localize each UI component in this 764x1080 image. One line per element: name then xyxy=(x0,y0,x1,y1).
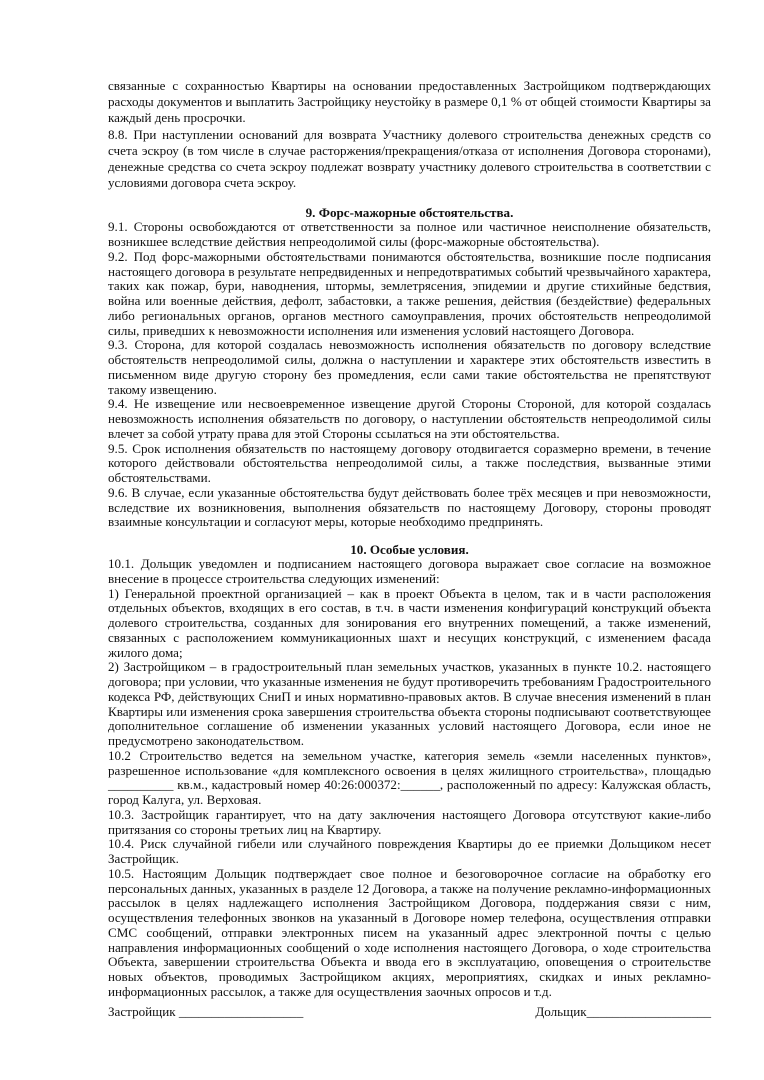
signature-block xyxy=(108,1004,711,1020)
section-9-title: 9. Форс-мажорные обстоятельства. xyxy=(305,205,514,221)
paragraph-9-4: 9.4. Не извещение или несвоевременное извещение другой Стороны Стороной, для которой создалась невозможность исполнения обязательств по договору, о наступлении обстоятельств непреодолимой силы влечет за собой утрату права для этой Стороны ссылаться на эти обстоятельства. xyxy=(108,396,711,441)
paragraph-8-7-end: связанные с сохранностью Квартиры на основании предоставленных Застройщиком подтверждающих расходы документов и выплатить Застройщику неустойку в размере 0,1 % от общей стоимости Квартиры за каждый день просрочки. xyxy=(108,78,711,126)
section-9 xyxy=(108,205,711,530)
paragraph-10-1-item-2: 2) Застройщиком – в градостроительный план земельных участков, указанных в пункте 10.2. настоящего договора; при условии, что указанные изменения не будут противоречить требованиям Градостроительного кодекса РФ, действующих СниП и иных нормативно-правовых актов. В случае внесения изменений в план Квартиры или изменения срока завершения строительства объекта стороны подписывают соответствующее дополнительное соглашение об изменении указанных условий настоящего Договора, если иное не предусмотрено законодательством. xyxy=(108,659,711,749)
paragraph-9-2: 9.2. Под форс-мажорными обстоятельствами понимаются обстоятельства, возникшие после подписания настоящего договора в результате непредвиденных и непредотвратимых событий чрезвычайного характера, таких как пожар, бури, наводнения, штормы, землетрясения, эпидемии и другие стихийные бедствия, война или военные действия, дефолт, забастовки, а также решения, действия (бездействие) федеральных либо региональных органов, органов местного самоуправления, прочих обстоятельств непреодолимой силы, приведших к невозможности исполнения или изменения условий настоящего Договора. xyxy=(108,248,712,338)
shareholder-signature-line: Дольщик___________________ xyxy=(535,1004,711,1019)
paragraph-9-6: 9.6. В случае, если указанные обстоятельства будут действовать более трёх месяцев и при невозможности, вследствие их возникновения, выполнения обязательств по настоящему Договору, стороны проводят взаимные консультации и согласуют меры, которые необходимо предпринять. xyxy=(108,484,711,530)
section-8-continuation xyxy=(108,78,711,191)
paragraph-10-1: 10.1. Дольщик уведомлен и подписанием настоящего договора выражает свое согласие на возможное внесение в процессе строительства следующих изменений: xyxy=(108,556,711,586)
developer-signature-line: Застройщик ___________________ xyxy=(108,1004,304,1019)
paragraph-9-5: 9.5. Срок исполнения обязательств по настоящему договору отодвигается соразмерно времени, в течение которого действовали обстоятельства непреодолимой силы, а также последствия, вызванные этими обстоятельствами. xyxy=(108,440,711,486)
section-10-title: 10. Особые условия. xyxy=(350,542,469,558)
paragraph-9-1: 9.1. Стороны освобождаются от ответственности за полное или частичное неисполнение обязательств, возникшее вследствие действия непреодолимой силы (форс-мажорные обстоятельства). xyxy=(108,219,711,250)
document-page xyxy=(108,78,711,1000)
paragraph-9-3: 9.3. Сторона, для которой создалась невозможность исполнения обязательств по договору вследствие обстоятельств непреодолимой силы, должна о наступлении и характере этих обстоятельств известить в письменном виде другую сторону без промедления, если сами такие обстоятельства не препятствуют такому извещению. xyxy=(108,337,711,397)
section-10 xyxy=(108,542,711,1000)
paragraph-10-1-item-1: 1) Генеральной проектной организацией – как в проект Объекта в целом, так и в части расположения отдельных объектов, входящих в его состав, в т.ч. в части изменения конфигураций конструкций объекта долевого строительства, созданных для зонирования его внутренних помещений, а также изменений, связанных с расположением коммуникационных шахт и несущих конструкций, с изменением фасада жилого дома; xyxy=(108,585,711,660)
paragraph-10-3: 10.3. Застройщик гарантирует, что на дату заключения настоящего Договора отсутствуют какие-либо притязания со стороны третьих лиц на Квартиру. xyxy=(108,806,711,837)
paragraph-10-4: 10.4. Риск случайной гибели или случайного повреждения Квартиры до ее приемки Дольщиком несет Застройщик. xyxy=(108,836,711,867)
paragraph-10-2: 10.2 Строительство ведется на земельном участке, категория земель «земли населенных пунктов», разрешенное использование «для комплексного освоения в целях жилищного строительства», площадью __________ кв.м., кадастровый номер 40:26:000372:______, расположенный по адресу: Калужская область, город Калуга, ул. Верховая. xyxy=(108,747,711,808)
paragraph-10-5: 10.5. Настоящим Дольщик подтверждает свое полное и безоговорочное согласие на обработку его персональных данных, указанных в разделе 12 Договора, а также на получение рекламно-информационных рассылок в целях надлежащего исполнения Застройщиком Договора, поддержания связи с ним, осуществления телефонных звонков на указанный в Договоре номер телефона, осуществления отправки СМС сообщений, отправки электронных писем на указанный адрес электронной почты с целью направления информационных сообщений о ходе исполнения настоящего Договора, о ходе строительства Объекта, завершении строительства Объекта и ввода его в эксплуатацию, оповещения о строительстве новых объектов, проводимых Застройщиком акциях, мероприятиях, скидках и иных рекламно-информационных рассылок, а также для осуществления заочных опросов и т.д. xyxy=(108,865,711,999)
paragraph-8-8: 8.8. При наступлении оснований для возврата Участнику долевого строительства денежных средств со счета эскроу (в том числе в случае расторжения/прекращения/отказа от исполнения Договора сторонами), денежные средства со счета эскроу подлежат возврату участнику долевого строительства в соответствии с условиями договора счета эскроу. xyxy=(108,126,711,191)
